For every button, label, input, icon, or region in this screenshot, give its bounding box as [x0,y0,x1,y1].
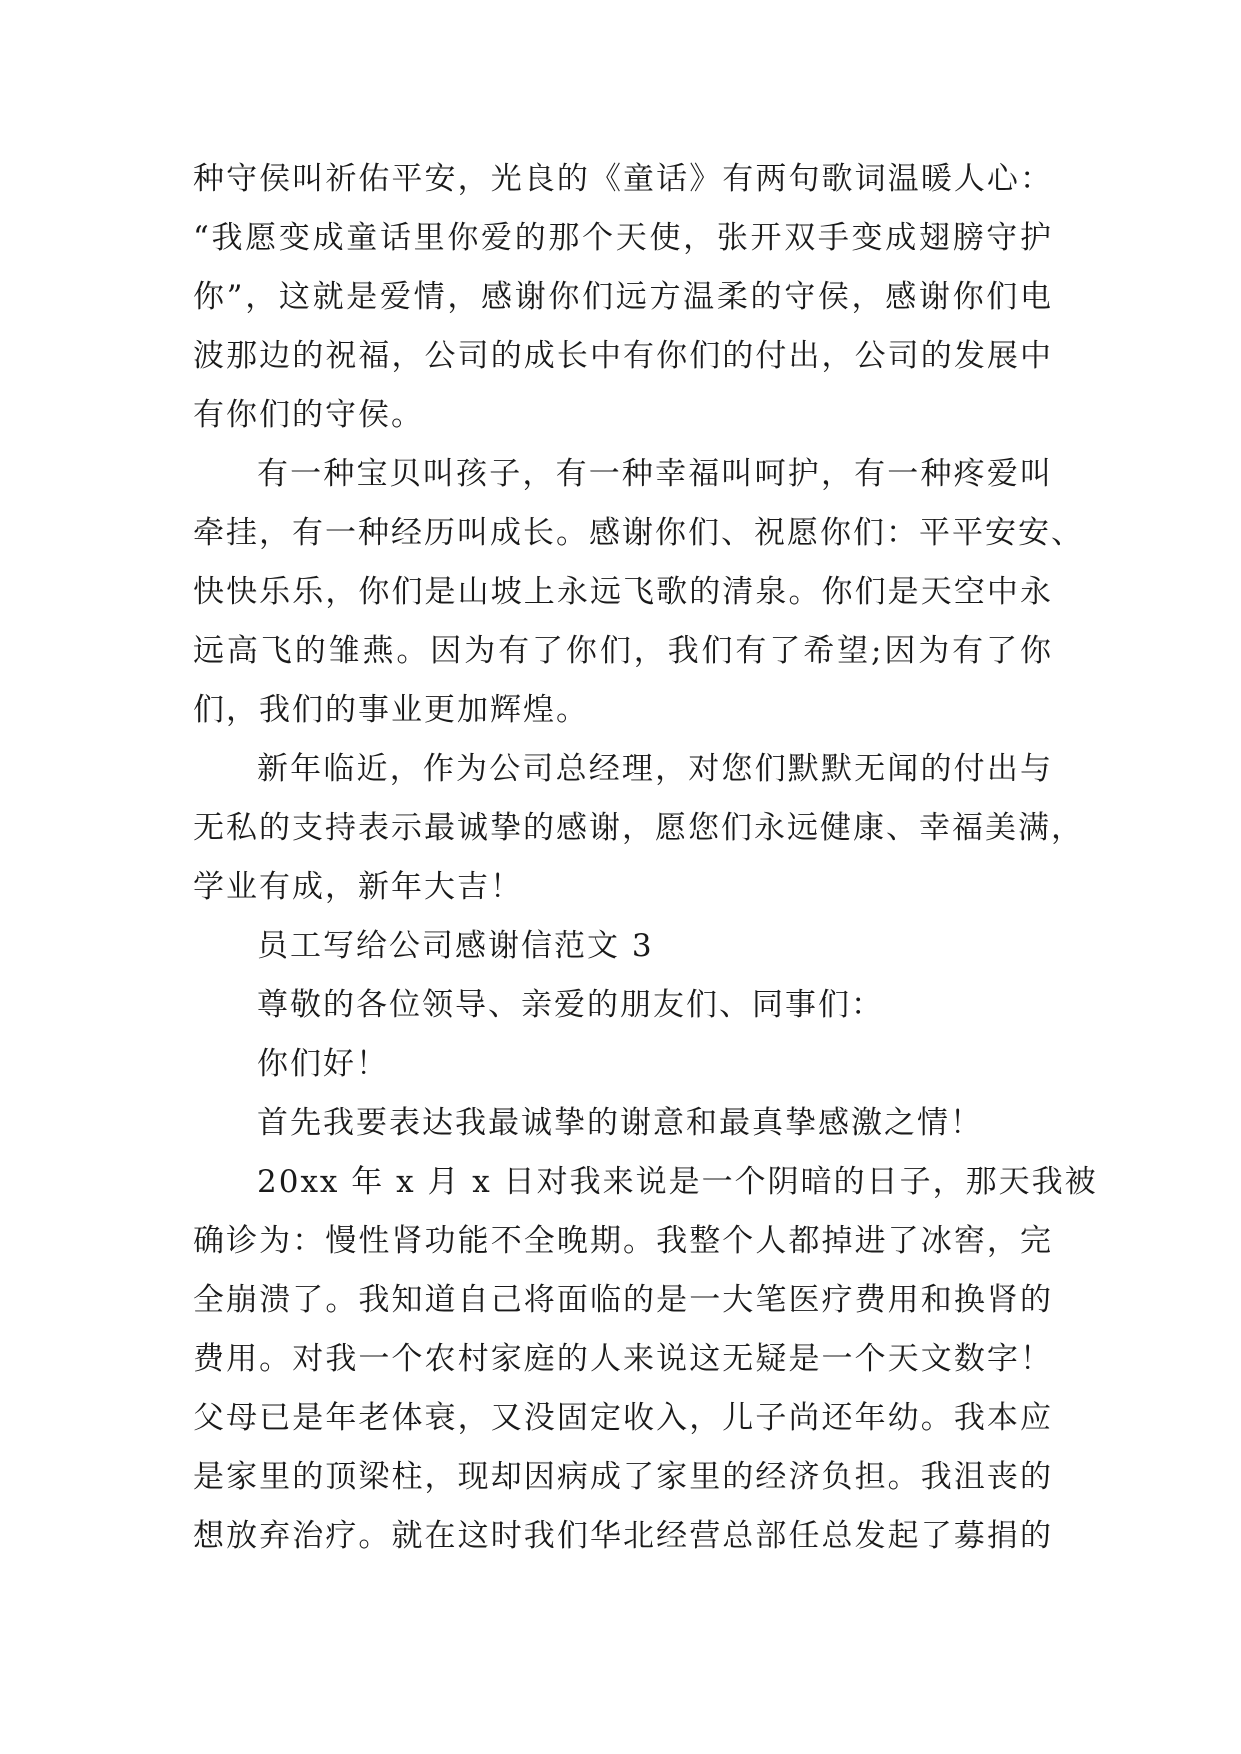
text-line: 有你们的守侯。 [193,397,424,433]
text-line: 牵挂，有一种经历叫成长。感谢你们、祝愿你们：平平安安、 [193,515,1084,551]
text-line: 们，我们的事业更加辉煌。 [193,692,589,728]
text-line: 无私的支持表示最诚挚的感谢，愿您们永远健康、幸福美满， [193,810,1084,846]
paragraph-start-line: 新年临近，作为公司总经理，对您们默默无闻的付出与 [257,751,1053,787]
text-line: 确诊为：慢性肾功能不全晚期。我整个人都掉进了冰窖，完 [193,1223,1053,1259]
text-line: 学业有成，新年大吉！ [193,869,523,905]
text-line: 远高飞的雏燕。因为有了你们，我们有了希望;因为有了你 [193,633,1053,669]
paragraph-start-line: 有一种宝贝叫孩子，有一种幸福叫呵护，有一种疼爱叫 [257,456,1053,492]
text-line: 你”，这就是爱情，感谢你们远方温柔的守侯，感谢你们电 [193,279,1053,315]
paragraph-start-line: 首先我要表达我最诚挚的谢意和最真挚感激之情！ [257,1105,983,1141]
text-line: “我愿变成童话里你爱的那个天使，张开双手变成翅膀守护 [193,220,1053,256]
text-line: 波那边的祝福，公司的成长中有你们的付出，公司的发展中 [193,338,1053,374]
text-line: 父母已是年老体衰，又没固定收入，儿子尚还年幼。我本应 [193,1400,1053,1436]
text-line: 是家里的顶梁柱，现却因病成了家里的经济负担。我沮丧的 [193,1459,1053,1495]
document-page [193,150,1098,1566]
section-heading: 员工写给公司感谢信范文 3 [257,928,654,964]
text-line: 种守侯叫祈佑平安，光良的《童话》有两句歌词温暖人心： [193,161,1053,197]
text-line: 想放弃治疗。就在这时我们华北经营总部任总发起了募捐的 [193,1518,1053,1554]
text-line: 快快乐乐，你们是山坡上永远飞歌的清泉。你们是天空中永 [193,574,1053,610]
text-line: 全崩溃了。我知道自己将面临的是一大笔医疗费用和换肾的 [193,1282,1053,1318]
greeting-line: 你们好！ [257,1046,389,1082]
text-line: 费用。对我一个农村家庭的人来说这无疑是一个天文数字！ [193,1341,1053,1377]
paragraph-start-line: 20xx 年 x 月 x 日对我来说是一个阴暗的日子，那天我被 [257,1164,1098,1200]
salutation-line: 尊敬的各位领导、亲爱的朋友们、同事们： [257,987,884,1023]
